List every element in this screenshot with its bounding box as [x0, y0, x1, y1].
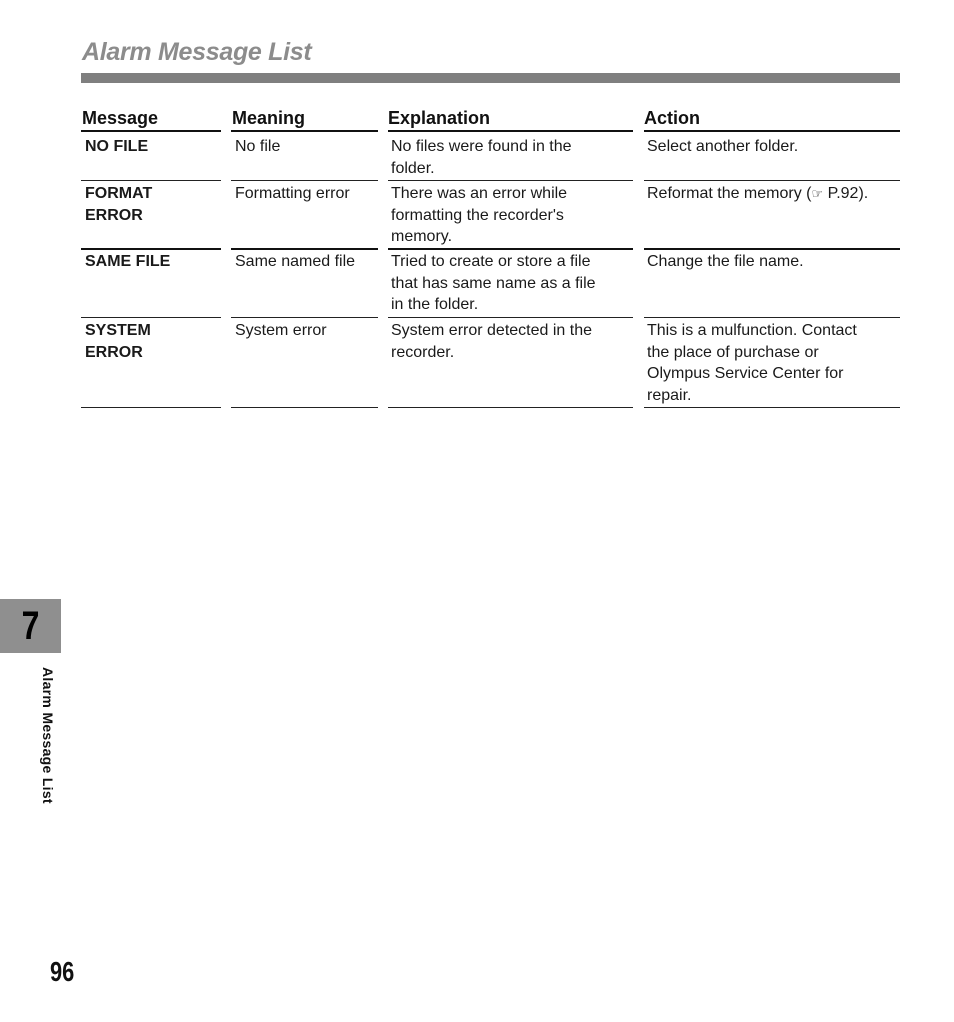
row-separator [644, 180, 900, 181]
row-separator [388, 317, 633, 318]
page-title: Alarm Message List [82, 38, 312, 66]
row-4-action: This is a mulfunction. Contact the place of purchase or Olympus Service Center for repair. [647, 322, 857, 404]
row-separator [231, 248, 378, 250]
row-separator [388, 180, 633, 181]
header-rule [231, 130, 378, 132]
row-2-action: Reformat the memory (☞ P.92). [647, 185, 869, 202]
pointing-hand-icon: ☞ [811, 186, 824, 201]
header-message: Message [82, 108, 159, 128]
row-separator [231, 180, 378, 181]
page-number: 96 [50, 956, 75, 987]
header-rule [388, 130, 633, 132]
row-separator [81, 248, 221, 250]
header-action: Action [644, 108, 700, 128]
header-rule [644, 130, 900, 132]
header-rule [81, 130, 221, 132]
title-underline-bar [81, 73, 900, 83]
row-separator [388, 248, 633, 250]
header-explanation: Explanation [388, 108, 491, 128]
row-separator [81, 180, 221, 181]
side-section-label: Alarm Message List [40, 667, 56, 804]
row-2-explanation: There was an error while formatting the recorder's memory. [391, 185, 568, 245]
row-3-action: Change the file name. [647, 253, 804, 270]
row-separator [388, 407, 633, 408]
row-4-meaning: System error [235, 322, 327, 339]
row-separator [231, 407, 378, 408]
row-separator [81, 407, 221, 408]
row-2-message: FORMAT ERROR [85, 185, 153, 224]
row-4-explanation: System error detected in the recorder. [391, 322, 592, 361]
row-separator [231, 317, 378, 318]
row-separator [644, 248, 900, 250]
row-3-explanation: Tried to create or store a file that has same name as a file in the folder. [391, 253, 596, 313]
row-separator [644, 317, 900, 318]
header-meaning: Meaning [232, 108, 306, 128]
row-separator [644, 407, 900, 408]
row-3-message: SAME FILE [85, 253, 171, 270]
row-4-message: SYSTEM ERROR [85, 322, 151, 361]
row-3-meaning: Same named file [235, 253, 356, 270]
row-2-meaning: Formatting error [235, 185, 350, 202]
row-1-explanation: No files were found in the folder. [391, 138, 572, 177]
row-1-meaning: No file [235, 138, 281, 155]
row-1-action: Select another folder. [647, 138, 799, 155]
row-separator [81, 317, 221, 318]
row-1-message: NO FILE [85, 138, 149, 155]
chapter-number: 7 [21, 604, 40, 648]
